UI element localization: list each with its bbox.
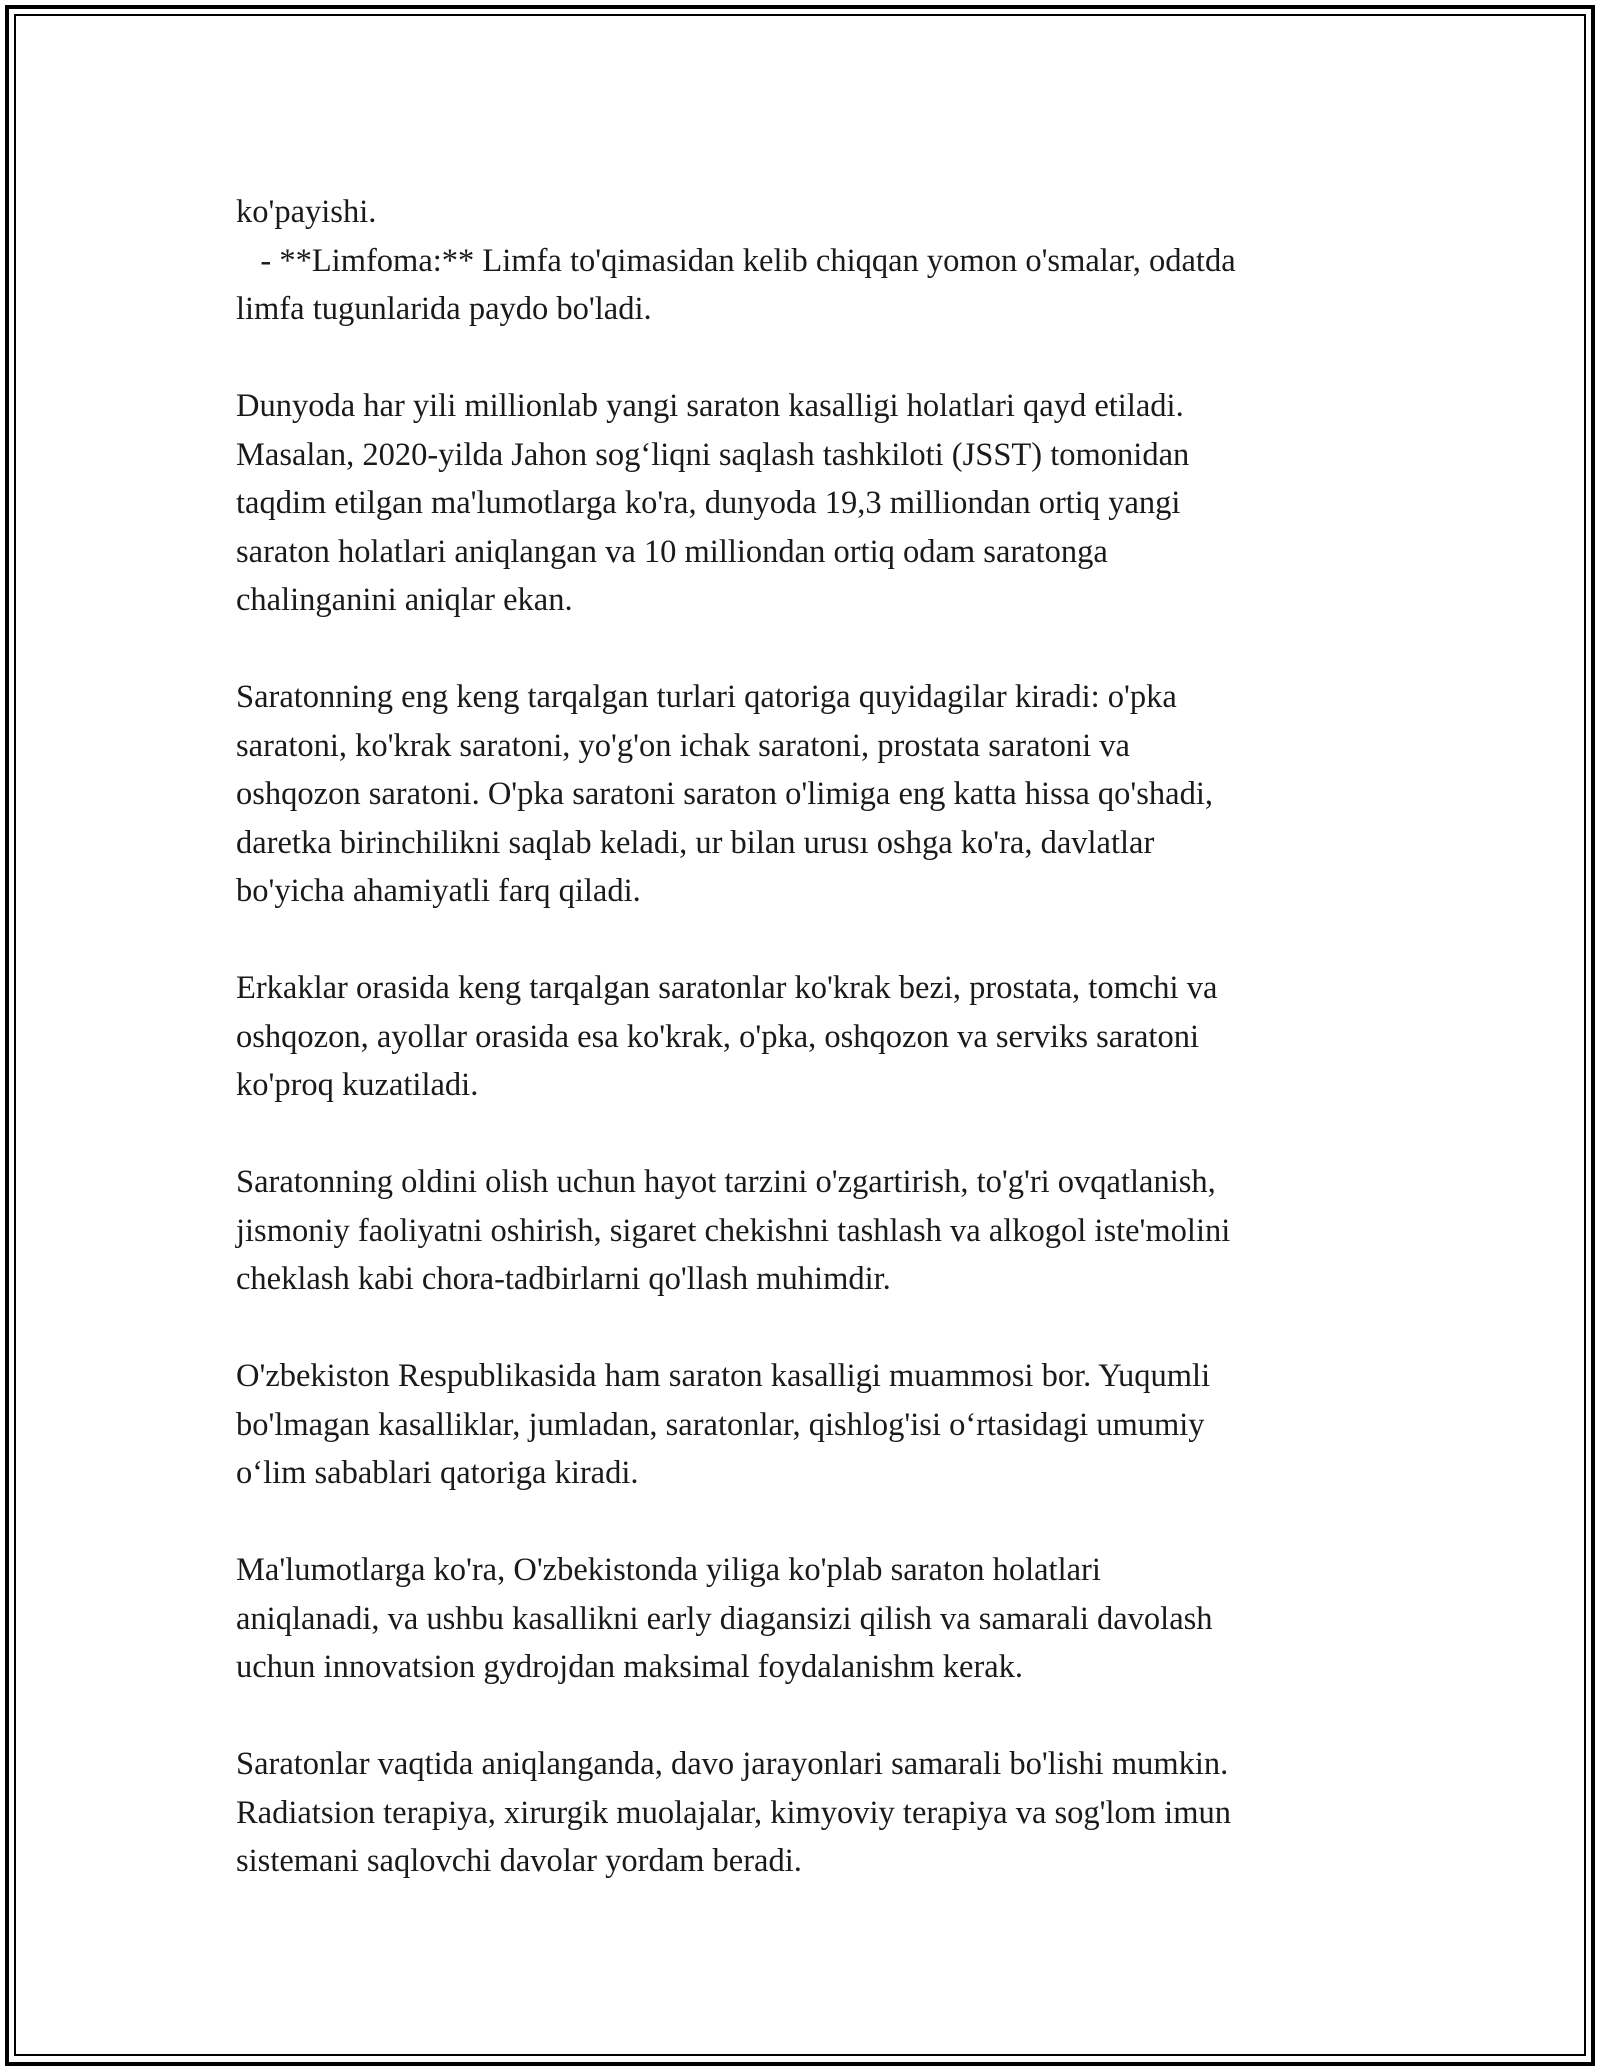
text-line: cheklash kabi chora-tadbirlarni qo'llash muhimdir. — [236, 1261, 891, 1297]
text-line: bo'lmagan kasalliklar, jumladan, saratonlar, qishlog'isi o‘rtasidagi umumiy — [236, 1406, 1205, 1443]
paragraph-limfoma-continuation — [236, 188, 1396, 334]
text-line: ko'payishi. — [236, 194, 377, 230]
text-line: Ma'lumotlarga ko'ra, O'zbekistonda yiliga ko'plab saraton holatlari — [236, 1552, 1101, 1588]
paragraph-uzbekistan-data — [236, 1546, 1396, 1692]
text-line: chalinganini aniqlar ekan. — [236, 582, 573, 618]
text-line: taqdim etilgan ma'lumotlarga ko'ra, dunyoda 19,3 milliondan ortiq yangi — [236, 485, 1181, 521]
text-line: uchun innovatsion gydrojdan maksimal foydalanishm kerak. — [236, 1649, 1024, 1685]
document-body — [236, 188, 1396, 1934]
paragraph-treatment — [236, 1740, 1396, 1886]
text-line: Saratonlar vaqtida aniqlanganda, davo jarayonlari samarali bo'lishi mumkin. — [236, 1746, 1229, 1782]
paragraph-world-statistics — [236, 382, 1396, 625]
paragraph-gender-differences — [236, 964, 1396, 1110]
text-line: saratoni, ko'krak saratoni, yo'g'on ichak saratoni, prostata saratoni va — [236, 727, 1130, 764]
text-line: sistemani saqlovchi davolar yordam beradi. — [236, 1843, 802, 1879]
text-line: Masalan, 2020-yilda Jahon sog‘liqni saqlash tashkiloti (JSST) tomonidan — [236, 436, 1190, 473]
text-line: aniqlanadi, va ushbu kasallikni early diagansizi qilish va samarali davolash — [236, 1600, 1213, 1637]
text-line: saraton holatlari aniqlangan va 10 milliondan ortiq odam saratonga — [236, 533, 1108, 570]
text-line: Saratonning eng keng tarqalgan turlari qatoriga quyidagilar kiradi: o'pka — [236, 679, 1177, 715]
text-line: daretka birinchilikni saqlab keladi, ur bilan urusı oshga ko'ra, davlatlar — [236, 824, 1155, 861]
paragraph-prevention — [236, 1158, 1396, 1304]
text-line: limfa tugunlarida paydo bo'ladi. — [236, 291, 652, 327]
text-line: bo'yicha ahamiyatli farq qiladi. — [236, 873, 641, 909]
text-line: Erkaklar orasida keng tarqalgan saratonlar ko'krak bezi, prostata, tomchi va — [236, 970, 1218, 1006]
text-line: oshqozon saratoni. O'pka saratoni saraton o'limiga eng katta hissa qo'shadi, — [236, 776, 1213, 812]
text-line: O'zbekiston Respublikasida ham saraton kasalligi muammosi bor. Yuqumli — [236, 1358, 1211, 1394]
text-line: - **Limfoma:** Limfa to'qimasidan kelib chiqqan yomon o'smalar, odatda — [236, 242, 1236, 279]
text-line: ko'proq kuzatiladi. — [236, 1067, 479, 1103]
paragraph-common-types — [236, 673, 1396, 916]
paragraph-uzbekistan-problem — [236, 1352, 1396, 1498]
text-line: Saratonning oldini olish uchun hayot tarzini o'zgartirish, to'g'ri ovqatlanish, — [236, 1164, 1216, 1200]
text-line: Dunyoda har yili millionlab yangi saraton kasalligi holatlari qayd etiladi. — [236, 388, 1184, 424]
text-line: o‘lim sabablari qatoriga kiradi. — [236, 1455, 639, 1491]
text-line: Radiatsion terapiya, xirurgik muolajalar, kimyoviy terapiya va sog'lom imun — [236, 1794, 1231, 1831]
text-line: oshqozon, ayollar orasida esa ko'krak, o'pka, oshqozon va serviks saratoni — [236, 1018, 1199, 1055]
text-line: jismoniy faoliyatni oshirish, sigaret chekishni tashlash va alkogol iste'molini — [236, 1212, 1231, 1249]
